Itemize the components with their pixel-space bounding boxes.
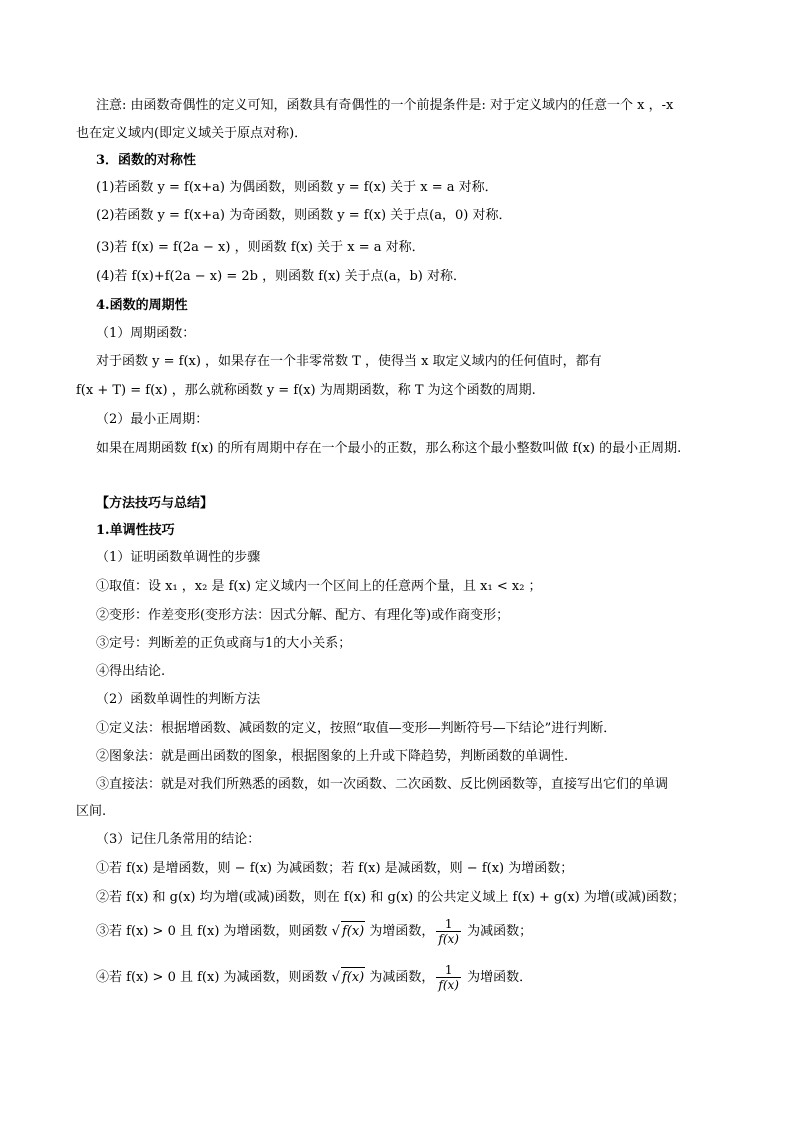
min-period-definition: 如果在周期函数 f(x) 的所有周期中存在一个最小的正数，那么称这个最小整数叫做 f(x) 的最小正周期.	[96, 441, 682, 456]
subheading-proof-steps: （1）证明函数单调性的步骤	[96, 550, 261, 565]
symmetry-item-2: (2)若函数 y = f(x+a) 为奇函数，则函数 y = f(x) 关于点(a，0) 对称．	[96, 208, 512, 223]
reciprocal-fraction	[436, 963, 461, 992]
conclusion-2: ②若 f(x) 和 g(x) 均为增(或减)函数，则在 f(x) 和 g(x) 的公共定义域上 f(x) + g(x) 为增(或减)函数；	[96, 890, 686, 905]
fraction-denominator: f(x)	[438, 978, 459, 992]
symmetry-item-4: (4)若 f(x)+f(2a − x) = 2b ，则函数 f(x) 关于点(a，b) 对称．	[96, 269, 466, 284]
sqrt-icon: √ f(x)	[332, 924, 366, 939]
conclusion-3	[96, 917, 766, 946]
note-paragraph-line-2: 也在定义域内(即定义域关于原点对称)．	[76, 126, 308, 141]
sqrt-icon: √ f(x)	[332, 970, 366, 985]
conclusion-4-text-c: 为减函数，	[365, 970, 435, 985]
fraction-denominator: f(x)	[438, 932, 459, 946]
subheading-min-period: （2）最小正周期：	[96, 412, 209, 427]
step-determine-sign: ③定号：判断差的正负或商与1的大小关系；	[96, 636, 352, 651]
conclusion-4-text-d: 为增函数．	[462, 970, 533, 985]
section-heading-methods: 【方法技巧与总结】	[96, 496, 214, 511]
note-paragraph-line-1: 注意: 由函数奇偶性的定义可知，函数具有奇偶性的一个前提条件是: 对于定义域内的任意一个 x ，-x	[96, 98, 674, 113]
sqrt-radicand: f(x)	[341, 921, 365, 942]
section-heading-symmetry: 3．函数的对称性	[96, 153, 197, 168]
conclusion-3-text-a: ③若 f(x) > 0 且 f(x) 为增函数，则函数	[96, 924, 332, 939]
step-transform: ②变形：作差变形(变形方法：因式分解、配方、有理化等)或作商变形；	[96, 608, 510, 623]
method-definition: ①定义法：根据增函数、减函数的定义，按照“取值—变形—判断符号—下结论”进行判断．	[96, 721, 617, 736]
step-take-values: ①取值：设 x₁ ，x₂ 是 f(x) 定义域内一个区间上的任意两个量，且 x₁ < x₂ ；	[96, 579, 542, 594]
method-direct-line-2: 区间.	[76, 804, 107, 819]
subheading-judgement-methods: （2）函数单调性的判断方法	[96, 692, 261, 707]
subheading-periodic-function: （1）周期函数：	[96, 326, 196, 341]
conclusion-1: ①若 f(x) 是增函数，则 − f(x) 为减函数；若 f(x) 是减函数，则 − f(x) 为增函数；	[96, 861, 574, 876]
section-heading-monotonic-tips: 1.单调性技巧	[96, 523, 175, 538]
conclusion-3-text-c: 为增函数，	[365, 924, 435, 939]
step-conclude: ④得出结论.	[96, 664, 166, 679]
method-direct-line-1: ③直接法：就是对我们所熟悉的函数，如一次函数、二次函数、反比例函数等，直接写出它们的单调	[96, 777, 669, 792]
sqrt-radicand: f(x)	[341, 967, 365, 988]
subheading-common-conclusions: （3）记住几条常用的结论：	[96, 832, 261, 847]
periodic-definition-line-1: 对于函数 y = f(x) ，如果存在一个非零常数 T ，使得当 x 取定义域内的任何值时，都有	[96, 354, 602, 369]
section-heading-periodicity: 4.函数的周期性	[96, 298, 188, 313]
reciprocal-fraction	[436, 917, 461, 946]
periodic-definition-line-2: f(x + T) = f(x) ，那么就称函数 y = f(x) 为周期函数，称 T 为这个函数的周期.	[76, 383, 536, 398]
method-graph: ②图象法：就是画出函数的图象，根据图象的上升或下降趋势，判断函数的单调性.	[96, 749, 569, 764]
conclusion-4-text-a: ④若 f(x) > 0 且 f(x) 为减函数，则函数	[96, 970, 332, 985]
symmetry-item-3: (3)若 f(x) = f(2a − x) ，则函数 f(x) 关于 x = a 对称．	[96, 240, 425, 255]
fraction-numerator: 1	[436, 917, 461, 932]
conclusion-4	[96, 963, 766, 992]
fraction-numerator: 1	[436, 963, 461, 978]
conclusion-3-text-d: 为减函数；	[462, 924, 533, 939]
symmetry-item-1: (1)若函数 y = f(x+a) 为偶函数，则函数 y = f(x) 关于 x = a 对称．	[96, 180, 498, 195]
